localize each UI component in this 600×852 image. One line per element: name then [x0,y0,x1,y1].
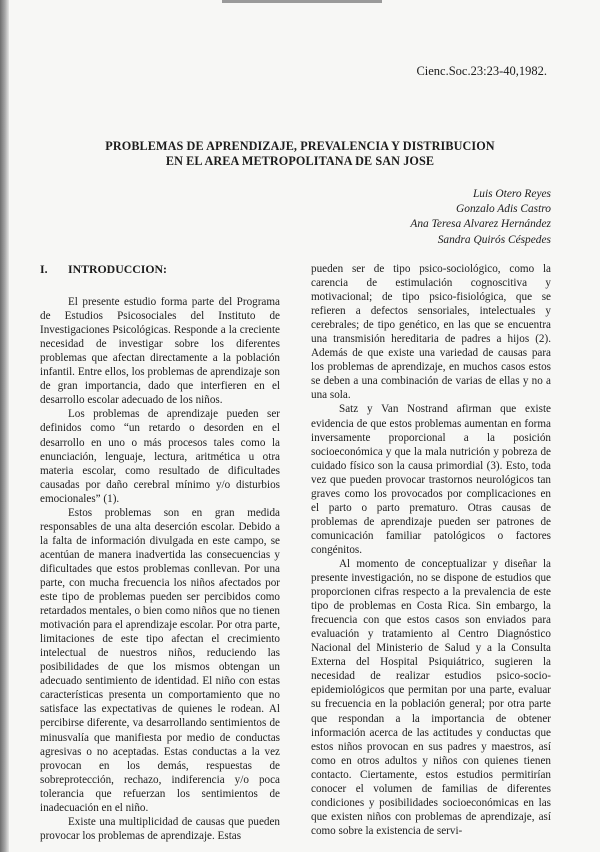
body-paragraph: Al momento de conceptualizar y diseñar la presente investigación, no se dispone de estudios que proporcionen cifras respecto a la prevalencia de este tipo de problemas en Costa Rica. Sin embargo, la frecuencia con que estos casos son enviados para evaluación y tratamiento al Centro Diagnóstico Nacional del Ministerio de Salud y a la Consulta Externa del Hospital Psiquiátrico, sugieren la necesidad de realizar estudios psico-socio-epidemiológicos que permitan por una parte, evaluar su frecuencia en la población general; por otra parte que respondan a la importancia de obtener información acerca de las actitudes y conductas que estos niños provocan en sus padres y maestros, así como en otros adultos y niños con quienes tienen contacto. Ciertamente, estos estudios permitirían conocer el volumen de familias de diferentes condiciones y posibilidades socioeconómicas en las que existen niños con problemas de aprendizaje, así como sobre la existencia de servi- [311,557,551,837]
section-title: INTRODUCCION: [68,262,167,276]
title-line-1: PROBLEMAS DE APRENDIZAJE, PREVALENCIA Y DISTRIBUCION [105,139,495,153]
body-paragraph: pueden ser de tipo psico-sociológico, como la carencia de estimulación cognoscitiva y motivacional; de tipo psico-fisiológica, que se refieren a defectos sensoriales, intelectuales y cerebrales; de tipo genético, en las que se encuentra una transmisión hereditaria de padres a hijos (2). Además de que existe una variedad de causas para los problemas de aprendizaje, en muchos casos estos se deben a una combinación de varias de ellas y no a una sola. [311,263,551,402]
author-name: Ana Teresa Alvarez Hernández [410,218,551,231]
section-heading [40,262,280,276]
article-title [40,139,560,168]
page-binding-edge [0,0,9,852]
title-line-2: EN EL AREA METROPOLITANA DE SAN JOSE [165,153,435,168]
body-paragraph: Existe una multiplicidad de causas que pueden provocar los problemas de aprendizaje. Estas [40,815,280,842]
body-paragraph: Estos problemas son en gran medida responsables de una alta deserción escolar. Debido a la falta de información divulgada en este campo, se acentúan de manera inadvertida las consecuencias y dificultades que estos problemas conllevan. Por una parte, con mucha frecuencia los niños afectados por este tipo de problemas pueden ser percibidos como retardados mentales, o bien como niños que no tienen motivación para el aprendizaje escolar. Por otra parte, limitaciones de este tipo afectan el crecimiento intelectual de nuestros niños, reduciendo las posibilidades de que los mismos obtengan un adecuado sentimiento de identidad. El niño con estas características presenta un comportamiento que no satisface las expectativas de quienes le rodean. Al percibirse diferente, va desarrollando sentimientos de minusvalía que manifiesta por medio de conductas agresivas o no aceptadas. Estas conductas a la vez provocan en los demás, respuestas de sobreprotección, rechazo, indiferencia y/o poca tolerancia que refuerzan los sentimientos de inadecuación en el niño. [40,506,280,814]
author-name: Sandra Quirós Céspedes [437,233,551,246]
author-name: Gonzalo Adis Castro [456,203,551,216]
author-name: Luis Otero Reyes [472,188,551,200]
right-column [311,262,551,838]
journal-citation: Cienc.Soc.23:23-40,1982. [416,64,547,78]
left-column [40,262,280,843]
scan-top-edge [222,0,382,3]
body-paragraph: Los problemas de aprendizaje pueden ser definidos como “un retardo o desorden en el desarrollo en uno o más procesos tales como la enunciación, lenguaje, lectura, aritmética u otra materia escolar, como resultado de dificultades causadas por daño cerebral mínimo y/o disturbios emocionales” (1). [40,408,280,505]
section-number: I. [40,262,48,276]
body-paragraph: Satz y Van Nostrand afirman que existe evidencia de que estos problemas aumentan en forma inversamente proporcional a la posición socioeconómica y que la mala nutrición y pobreza de cuidado físico son la causa primordial (3). Esto, toda vez que pueden provocar trastornos neurológicos tan graves como los provocados por complicaciones en el parto o parto prematuro. Otras causas de problemas de aprendizaje pueden ser patrones de comunicación familiar patológicos o factores congénitos. [311,403,551,556]
body-paragraph: El presente estudio forma parte del Programa de Estudios Psicosociales del Instituto de Investigaciones Psicológicas. Responde a la creciente necesidad de investigar sobre los diferentes problemas que afectan directamente a la población infantil. Entre ellos, los problemas de aprendizaje son de gran importancia, dado que interfieren en el desarrollo escolar adecuado de los niños. [40,296,280,407]
author-list [410,187,551,248]
